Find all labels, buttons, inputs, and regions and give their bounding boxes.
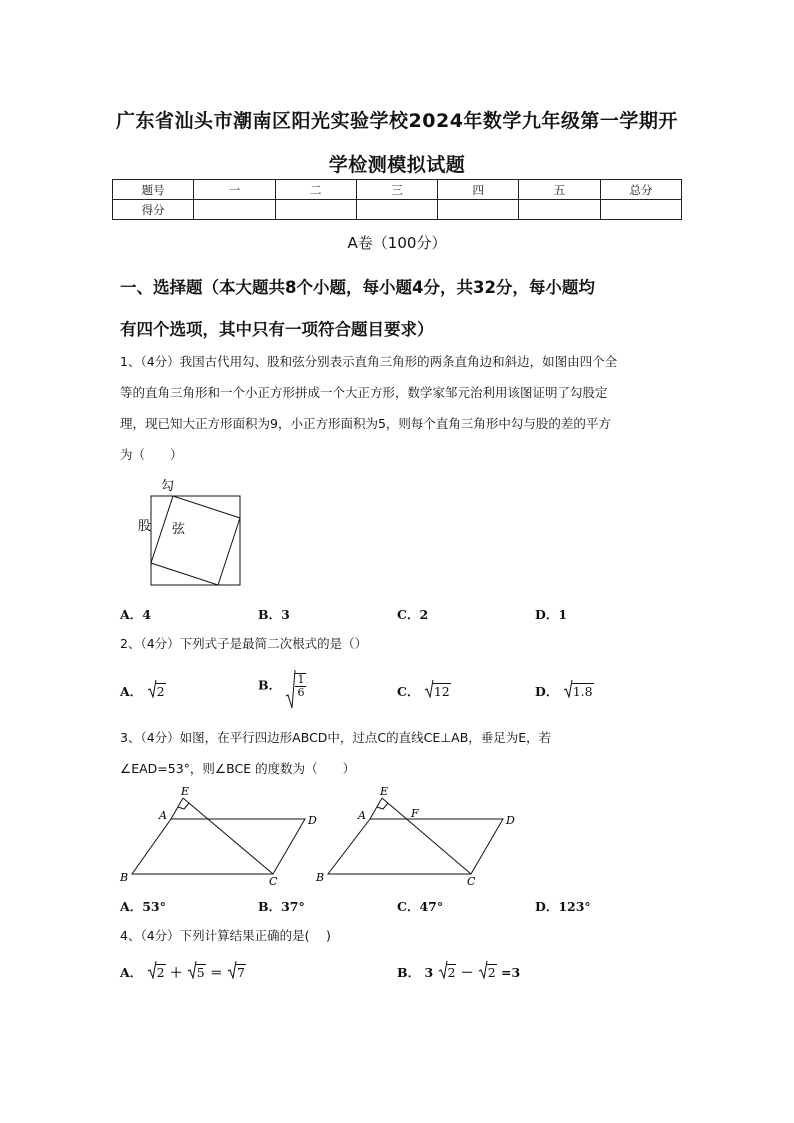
score-table-header: 一 [194,180,275,200]
q4-option-b-radicand-2: 2 [487,965,496,980]
score-table-header: 总分 [600,180,681,200]
section-a-heading: A卷（100分） [347,234,447,252]
q3-fig1-label-b: B [120,871,129,884]
q1-inner-square [151,496,240,585]
q1-line2: 等的直角三角形和一个小正方形拼成一个大正方形，数学家邹元治利用该图证明了勾股定 [120,385,608,400]
q3-option-a[interactable]: A．53° [120,899,166,914]
score-table-header: 题号 [113,180,194,200]
q2-option-d-radicand: 1.8 [572,684,593,699]
q1-figure [130,476,250,591]
q4-option-a-plus: ＋ [169,965,183,980]
q2-option-d-radical [563,683,594,699]
q3-fig1-label-d: D [308,814,317,827]
score-cell [438,200,519,220]
page-title-line1: 广东省汕头市潮南区阳光实验学校2024年数学九年级第一学期开 [116,110,678,132]
q3-option-c[interactable]: C．47° [397,899,444,914]
q3-fig2-label-a: A [358,809,366,822]
q1-label-xian: 弦 [172,522,186,537]
q4-option-b-coef: 3 [424,965,434,980]
score-table-header-row [113,180,682,200]
q3-option-d[interactable]: D．123° [535,899,591,914]
score-table-header: 三 [356,180,437,200]
q4-option-a-label: A． [120,965,143,980]
q4-option-b[interactable] [397,963,520,981]
q3-fig1-label-c: C [269,875,278,888]
q3-fig2-label-f: F [411,807,419,820]
section1-heading-line2: 有四个选项，其中只有一项符合题目要求） [120,320,434,339]
q1-stem [120,346,690,470]
q1-option-d[interactable]: D．1 [535,607,568,622]
q1-option-a[interactable]: A．4 [120,607,151,622]
q3-fig1-parallelogram [132,819,305,874]
q2-option-a-radical [147,683,166,699]
q4-option-a-radical-1 [147,964,166,980]
score-cell [356,200,437,220]
q1-option-b[interactable]: B．3 [258,607,290,622]
score-table [112,179,682,220]
q1-label-gou: 勾 [161,479,175,494]
q3-fig2-label-d: D [506,814,515,827]
score-table-header: 二 [275,180,356,200]
score-cell [519,200,600,220]
q2-option-c-label: C． [397,684,420,699]
q3-fig2-label-e: E [380,785,389,798]
q1-line1: 1、（4分）我国古代用勾、股和弦分别表示直角三角形的两条直角边和斜边，如图由四个全 [120,354,618,369]
q3-option-b[interactable]: B．37° [258,899,305,914]
q4-option-b-radical-1 [438,964,457,980]
q2-option-d-label: D． [535,684,559,699]
q4-option-b-radical-2 [478,964,497,980]
q2-option-b-denominator: 6 [297,686,305,699]
q2-option-b[interactable] [258,672,306,699]
q3-line2: ∠EAD=53°，则∠BCE 的度数为（ ） [120,761,356,776]
q4-option-a-radicand-2: 5 [196,965,205,980]
q4-option-a-equals: ＝ [210,965,223,980]
score-cell [275,200,356,220]
q2-option-d[interactable] [535,682,594,700]
q2-option-a[interactable] [120,682,166,700]
q1-option-c[interactable]: C．2 [397,607,429,622]
q2-option-b-fraction [295,673,306,699]
q3-fig2-label-b: B [316,871,325,884]
q2-option-b-radical [285,672,306,699]
q3-fig2-ce-line [382,798,471,874]
score-table-header: 五 [519,180,600,200]
q2-option-a-label: A． [120,684,143,699]
q2-option-c[interactable] [397,682,451,700]
q3-fig1-ce-line [183,798,273,874]
q1-line4: 为（ ） [120,447,183,462]
q2-option-b-numerator: 1 [297,673,305,686]
q4-option-b-result: =3 [501,965,521,980]
q2-option-c-radicand: 12 [433,684,450,699]
q4-option-b-radicand-1: 2 [447,965,456,980]
q4-option-b-label: B． [397,965,421,980]
q2-option-c-radical [424,683,451,699]
q1-large-square [151,496,240,585]
q4-option-a-radical-2 [187,964,206,980]
q3-stem [120,722,690,784]
q2-option-a-radicand: 2 [156,684,165,699]
score-cell [600,200,681,220]
q1-line3: 理，现已知大正方形面积为9，小正方形面积为5，则每个直角三角形中勾与股的差的平方 [120,416,611,431]
q2-stem: 2、（4分）下列式子是最简二次根式的是（） [120,636,368,651]
page-title-line2: 学检测模拟试题 [328,154,466,176]
q3-fig2-label-c: C [467,875,476,888]
q4-option-a-radicand-3: 7 [236,965,245,980]
q4-stem: 4、（4分）下列计算结果正确的是( ) [120,928,331,943]
q3-figure-2 [313,783,525,888]
score-table-header: 四 [438,180,519,200]
q4-option-b-minus: － [460,965,474,980]
q3-fig1-label-e: E [181,785,190,798]
q3-line1: 3、（4分）如图，在平行四边形ABCD中，过点C的直线CE⊥AB，垂足为E，若 [120,730,552,745]
score-row-label: 得分 [113,200,194,220]
score-cell [194,200,275,220]
q3-figure-1 [115,783,327,888]
q1-label-gu: 股 [138,519,152,534]
q2-option-b-label: B． [258,677,282,693]
q4-option-a-radical-3 [227,964,246,980]
q4-option-a[interactable] [120,963,246,981]
q3-fig1-label-a: A [159,809,167,822]
q4-option-a-radicand-1: 2 [156,965,165,980]
section1-heading-line1: 一、选择题（本大题共8个小题，每小题4分，共32分，每小题均 [120,278,595,297]
score-table-row [113,200,682,220]
